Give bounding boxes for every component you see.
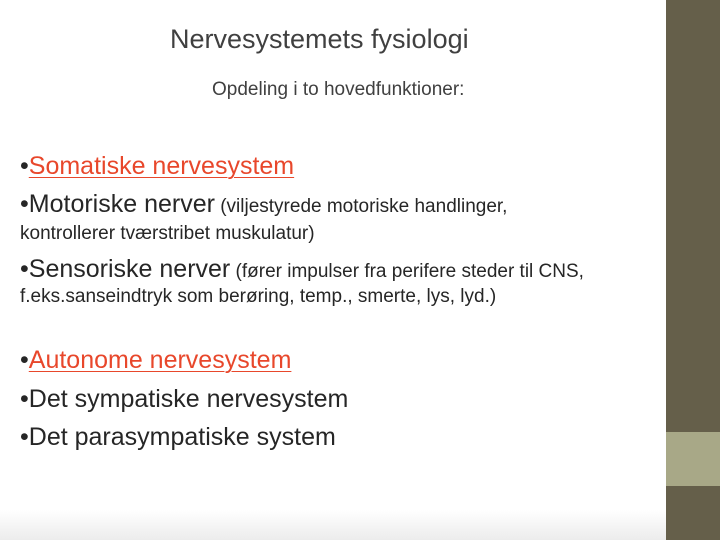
- somatic-heading-line: [20, 152, 294, 181]
- bullet: •: [20, 346, 29, 374]
- sidebar-accent-block: [666, 432, 720, 486]
- sensory-desc: (fører impulser fra perifere steder til CNS,: [230, 261, 584, 282]
- bullet: •: [20, 190, 29, 218]
- motor-label: Motoriske nerver: [28, 190, 215, 218]
- slide-subtitle: Opdeling i to hovedfunktioner:: [212, 79, 465, 100]
- slide-title: Nervesystemets fysiologi: [170, 24, 469, 54]
- sympathetic-item: Det sympatiske nervesystem: [28, 385, 349, 413]
- sympathetic-line: [20, 385, 348, 414]
- bullet: •: [20, 152, 29, 180]
- bullet: •: [20, 255, 29, 283]
- bullet: •: [20, 385, 29, 413]
- sensory-line: [20, 255, 584, 284]
- motor-line: [20, 190, 507, 219]
- bullet: •: [20, 423, 29, 451]
- motor-desc: (viljestyrede motoriske handlinger,: [214, 196, 508, 217]
- sensory-label: Sensoriske nerver: [28, 255, 231, 283]
- motor-desc-cont: kontrollerer tværstribet muskulatur): [20, 223, 315, 244]
- bottom-shade: [0, 510, 666, 540]
- autonomic-heading-line: [20, 346, 291, 375]
- sensory-desc-cont: f.eks.sanseindtryk som berøring, temp., smerte, lys, lyd.): [20, 286, 497, 307]
- parasympathetic-line: [20, 423, 336, 452]
- autonomic-heading[interactable]: Autonome nervesystem: [28, 346, 292, 374]
- parasympathetic-item: Det parasympatiske system: [28, 423, 336, 451]
- somatic-heading[interactable]: Somatiske nervesystem: [28, 152, 295, 180]
